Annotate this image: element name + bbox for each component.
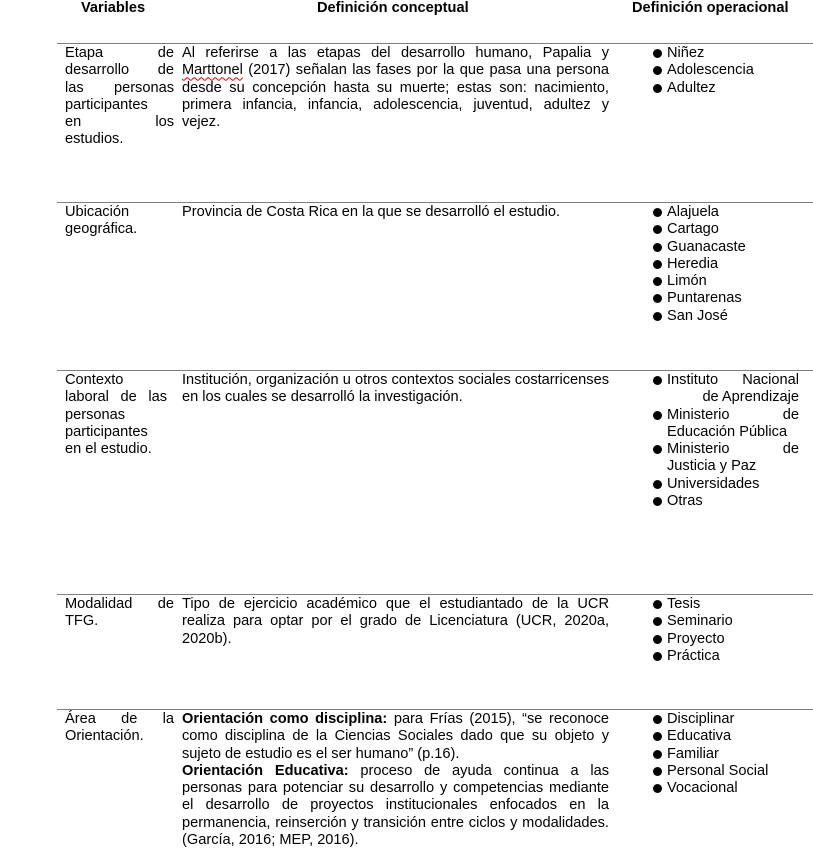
header-operational: Definición operacional [632,0,789,16]
bullet-icon [653,84,662,93]
bullet-icon [653,277,662,286]
bullet-icon [653,732,662,741]
list-item: Seminario [653,613,801,630]
conceptual-cell: Provincia de Costa Rica en la que se desarrolló el estudio. [182,204,561,220]
operational-cell [653,372,799,510]
conceptual-cell: Tipo de ejercicio académico que el estudiantado de la UCR realiza para optar por el grado de Licenciatura (UCR, 2020a, 2020b). [182,596,609,647]
list-item: Personal Social [653,763,801,780]
list-item: Heredia [653,256,801,273]
variable-cell: Modalidad de TFG. [65,596,174,630]
bullet-icon [653,617,662,626]
list-item: Cartago [653,221,801,238]
operational-cell [653,596,801,665]
table-row [57,43,813,202]
operational-cell [653,204,801,325]
bullet-icon [653,445,662,454]
variable-cell: Contexto laboral de las personas participantes en el estudio. [65,372,167,458]
list-item: Disciplinar [653,711,801,728]
bullet-icon [653,652,662,661]
table-row [57,202,813,370]
variable-cell: Área de la Orientación. [65,711,174,745]
bullet-icon [653,260,662,269]
list-item: San José [653,308,801,325]
list-item: Adultez [653,80,801,97]
list-item: Instituto Nacional de Aprendizaje [653,372,799,407]
bullet-icon [653,635,662,644]
header-variables: Variables [81,0,146,16]
variable-cell: Ubicación geográfica. [65,204,138,238]
header-conceptual: Definición conceptual [317,0,469,16]
table-row [57,370,813,594]
bullet-icon [653,784,662,793]
bullet-icon [653,480,662,489]
list-item: Tesis [653,596,801,613]
bullet-icon [653,243,662,252]
bullet-icon [653,767,662,776]
list-item: Familiar [653,746,801,763]
bullet-icon [653,376,662,385]
variable-cell: Etapa de desarrollo de las personas participantes en los estudios. [65,45,174,148]
list-item: Ministerio de Educación Pública [653,407,799,442]
list-item: Alajuela [653,204,801,221]
list-item: Guanacaste [653,239,801,256]
bullet-icon [653,225,662,234]
table-row [57,709,813,850]
list-item: Educativa [653,728,801,745]
list-item: Universidades [653,476,799,493]
spelling-error-mark: Marttonel [182,62,243,79]
conceptual-cell: Al referirse a las etapas del desarrollo humano, Papalia y Marttonel (2017) señalan las fases por la que pasa una persona desde su concepción hasta su muerte; estas son: nacimiento, primera infancia, infancia, adolescencia, juventud, adultez y vejez. [182,45,609,131]
list-item: Limón [653,273,801,290]
table-row [57,594,813,709]
bullet-icon [653,66,662,75]
list-item: Proyecto [653,631,801,648]
definition-paragraph: Orientación como disciplina: para Frías (2015), “se reconoce como disciplina de la Ciencias Sociales dado que su objeto y sujeto de estudio es el ser humano” (p.16). [182,711,609,762]
bullet-icon [653,411,662,420]
list-item: Práctica [653,648,801,665]
bullet-icon [653,312,662,321]
bullet-icon [653,715,662,724]
bullet-icon [653,600,662,609]
conceptual-cell: Institución, organización u otros contextos sociales costarricenses en los cuales se desarrolló la investigación. [182,372,609,406]
list-item: Vocacional [653,780,801,797]
bullet-icon [653,750,662,759]
list-item: Niñez [653,45,801,62]
operational-cell [653,711,801,797]
bullet-icon [653,208,662,217]
bullet-icon [653,497,662,506]
bullet-icon [653,294,662,303]
bullet-icon [653,49,662,58]
list-item: Ministerio de Justicia y Paz [653,441,799,476]
operational-cell [653,45,801,97]
definition-paragraph: Orientación Educativa: proceso de ayuda continua a las personas para potenciar su desarrollo y competencias mediante el desarrollo de proyectos institucionales enfocados en la permanencia, reinserción y transición entre ciclos y modalidades. (García, 2016; MEP, 2016). [182,762,609,849]
conceptual-cell [182,711,609,849]
list-item: Adolescencia [653,62,801,79]
list-item: Otras [653,493,799,510]
list-item: Puntarenas [653,290,801,307]
